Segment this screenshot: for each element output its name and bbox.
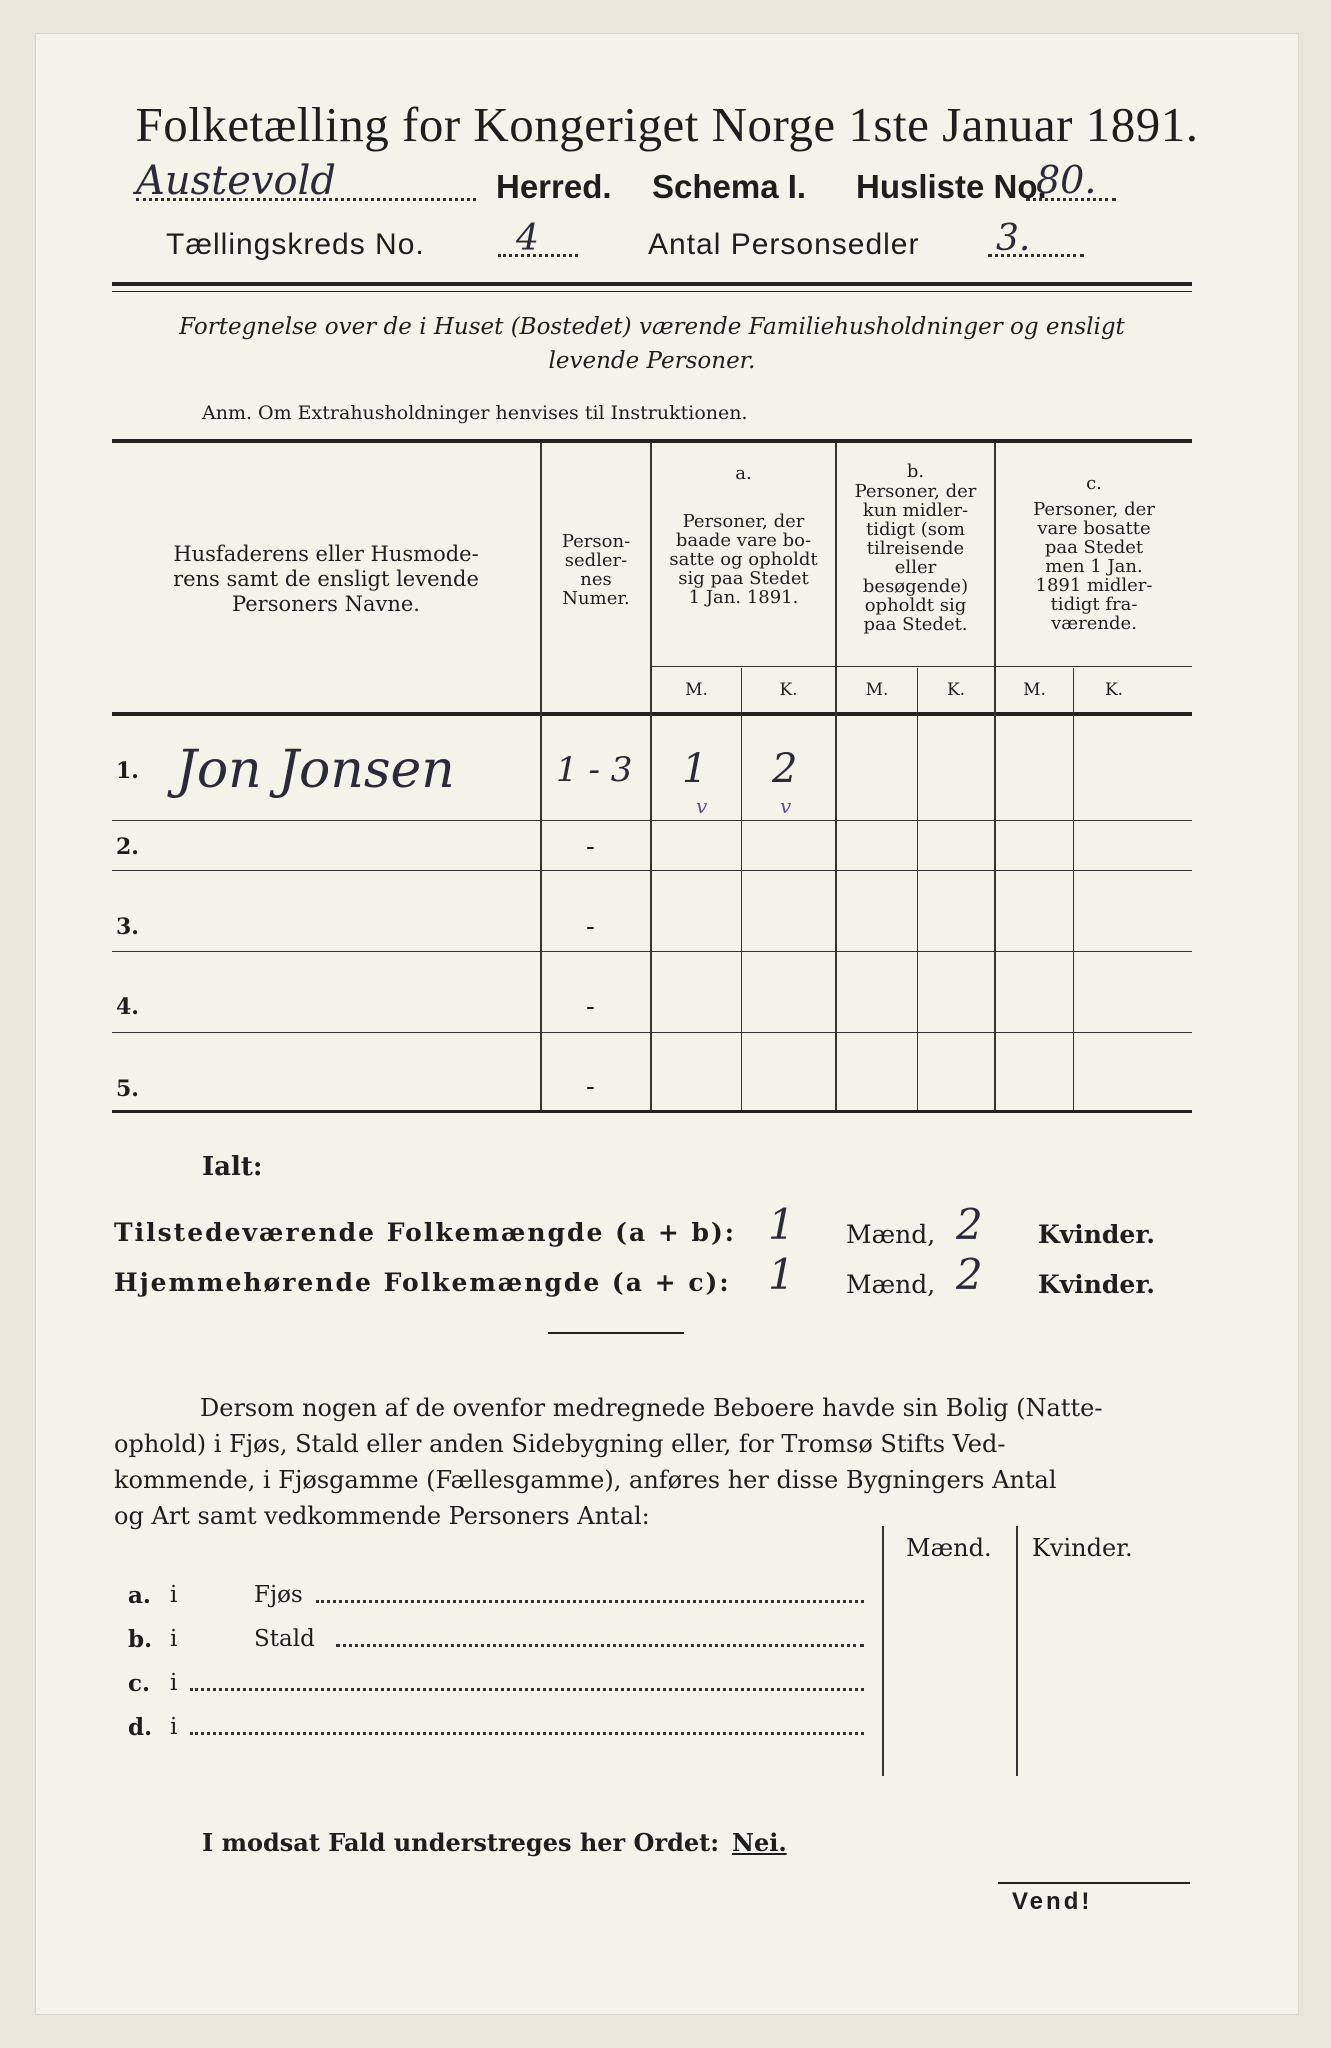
tilstede-kvinder: Kvinder. bbox=[1038, 1220, 1155, 1249]
lower-paragraph bbox=[114, 1390, 1194, 1534]
a-k-head: K. bbox=[779, 680, 798, 700]
row-4-rule bbox=[112, 1032, 1192, 1033]
table-head-rule bbox=[112, 712, 1192, 716]
row-1-sedler: 1 - 3 bbox=[556, 750, 633, 790]
col-b-letter: b. bbox=[906, 461, 925, 482]
herred-label: Herred. bbox=[496, 168, 612, 205]
col-head-a-l4: sig paa Stedet bbox=[678, 568, 809, 589]
tilstede-maend: Mænd, bbox=[846, 1220, 936, 1249]
census-form bbox=[36, 34, 1298, 2014]
row-1-a-k: 2 bbox=[772, 746, 798, 792]
col-head-b-l3: tidigt (som bbox=[866, 519, 965, 540]
item-d-i: i bbox=[170, 1714, 178, 1740]
husliste-label: Husliste No. bbox=[856, 168, 1047, 205]
antal-dots bbox=[988, 254, 1084, 257]
c-m-head: M. bbox=[1023, 680, 1046, 700]
modsat-label: I modsat Fald understreges her Ordet: bbox=[202, 1828, 720, 1857]
row-4-num: 4. bbox=[116, 994, 139, 1020]
herred-value: Austevold bbox=[136, 158, 336, 204]
item-d-letter: d. bbox=[128, 1714, 153, 1741]
col-head-sedler-l3: nes bbox=[580, 569, 612, 590]
col-head-b-l5: eller bbox=[894, 557, 937, 578]
ialt-label: Ialt: bbox=[202, 1152, 263, 1182]
col-head-sedler-l1: Person- bbox=[561, 531, 631, 552]
mk-subhead-rule bbox=[650, 666, 1192, 667]
herred-dots bbox=[136, 198, 476, 201]
col-head-a-l5: 1 Jan. 1891. bbox=[688, 587, 799, 608]
hjemme-k: 2 bbox=[956, 1250, 983, 1299]
hjemme-kvinder: Kvinder. bbox=[1038, 1270, 1155, 1299]
row-1-check-k: v bbox=[780, 794, 792, 818]
col-head-c-l1: Personer, der bbox=[1033, 499, 1155, 520]
col-head-a bbox=[652, 512, 835, 607]
hjemme-m: 1 bbox=[768, 1250, 795, 1299]
item-a-i: i bbox=[170, 1582, 178, 1608]
intro-line-2: levende Personer. bbox=[548, 348, 756, 374]
b-k-head: K. bbox=[946, 680, 966, 700]
col-sep-a-mk bbox=[741, 668, 742, 1110]
kreds-label: Tællingskreds No. bbox=[166, 228, 425, 261]
row-5-sedler: - bbox=[586, 1072, 595, 1102]
lower-para-l1: Dersom nogen af de ovenfor medregnede Beboere havde sin Bolig (Natte- bbox=[200, 1394, 1103, 1422]
col-c-letter: c. bbox=[1086, 473, 1102, 494]
header-rule-bottom bbox=[112, 291, 1192, 292]
item-c-letter: c. bbox=[128, 1670, 151, 1697]
col-head-c-l4: men 1 Jan. bbox=[1045, 556, 1143, 577]
row-3-num: 3. bbox=[116, 914, 139, 940]
lower-kvinder-head: Kvinder. bbox=[1032, 1534, 1133, 1562]
c-k-head: K. bbox=[1104, 680, 1124, 700]
row-3-sedler: - bbox=[586, 912, 595, 942]
col-head-names-l2: rens samt de ensligt levende bbox=[173, 567, 479, 591]
item-b-letter: b. bbox=[128, 1626, 153, 1653]
col-head-b-l4: tilreisende bbox=[866, 538, 965, 559]
item-a-letter: a. bbox=[128, 1582, 151, 1609]
row-2-sedler: - bbox=[586, 832, 595, 862]
hjemme-label: Hjemmehørende Folkemængde (a + c): bbox=[114, 1268, 731, 1297]
col-head-c-l2: vare bosatte bbox=[1037, 518, 1151, 539]
vend-rule bbox=[998, 1882, 1190, 1884]
husliste-value: 80. bbox=[1036, 158, 1097, 202]
row-5-num: 5. bbox=[116, 1076, 139, 1102]
item-c-dots bbox=[190, 1688, 864, 1691]
col-head-c-l7: værende. bbox=[1051, 613, 1137, 634]
intro-line-1: Fortegnelse over de i Huset (Bostedet) værende Familiehusholdninger og ensligt bbox=[179, 314, 1125, 340]
b-m-head: M. bbox=[865, 680, 889, 700]
item-b-dots bbox=[336, 1644, 864, 1647]
vend-label: Vend! bbox=[1012, 1888, 1093, 1915]
col-head-b-l7: opholdt sig bbox=[864, 595, 967, 616]
col-head-b bbox=[837, 482, 994, 634]
item-b-label: Stald bbox=[254, 1626, 315, 1652]
table-bottom-rule bbox=[112, 1110, 1192, 1113]
tilstede-k: 2 bbox=[956, 1200, 983, 1249]
lower-para-l2: ophold) i Fjøs, Stald eller anden Sidebygning eller, for Tromsø Stifts Ved- bbox=[114, 1430, 1006, 1458]
row-1-check-m: v bbox=[696, 794, 708, 818]
lower-col-sep-2 bbox=[1016, 1526, 1018, 1776]
col-head-names-l3: Personers Navne. bbox=[232, 592, 420, 616]
col-head-a-l3: satte og opholdt bbox=[669, 549, 818, 570]
col-head-a-l1: Personer, der bbox=[682, 511, 805, 532]
tilstede-m: 1 bbox=[768, 1200, 795, 1249]
form-title: Folketælling for Kongeriget Norge 1ste Januar 1891. bbox=[135, 97, 1199, 152]
col-head-names bbox=[126, 542, 526, 617]
item-d-dots bbox=[190, 1732, 864, 1735]
row-1-name: Jon Jonsen bbox=[176, 740, 455, 800]
col-head-c bbox=[996, 500, 1192, 633]
antal-value: 3. bbox=[996, 218, 1031, 259]
antal-label: Antal Personsedler bbox=[648, 228, 920, 261]
item-b-i: i bbox=[170, 1626, 178, 1652]
col-head-sedler bbox=[542, 532, 650, 608]
col-head-a-l2: baade vare bo- bbox=[675, 530, 812, 551]
header-rule-top bbox=[112, 282, 1192, 286]
lower-maend-head: Mænd. bbox=[906, 1534, 992, 1562]
row-1-num: 1. bbox=[116, 758, 139, 784]
col-head-b-l8: paa Stedet. bbox=[863, 614, 968, 635]
col-head-b-l2: kun midler- bbox=[862, 500, 969, 521]
schema-label: Schema I. bbox=[652, 168, 807, 205]
row-2-num: 2. bbox=[116, 834, 139, 860]
col-head-sedler-l4: Numer. bbox=[562, 588, 630, 609]
row-4-sedler: - bbox=[586, 992, 595, 1022]
item-c-i: i bbox=[170, 1670, 178, 1696]
col-sep-b-mk bbox=[917, 668, 918, 1110]
anm-note: Anm. Om Extrahusholdninger henvises til Instruktionen. bbox=[202, 402, 748, 424]
husliste-dots bbox=[1026, 198, 1116, 201]
table-top-rule bbox=[112, 439, 1192, 443]
row-2-rule bbox=[112, 870, 1192, 871]
lower-col-sep-1 bbox=[882, 1526, 884, 1776]
col-head-sedler-l2: sedler- bbox=[564, 550, 628, 571]
col-head-c-l5: 1891 midler- bbox=[1035, 575, 1153, 596]
kreds-value: 4 bbox=[516, 218, 539, 259]
col-head-names-l1: Husfaderens eller Husmode- bbox=[173, 542, 479, 566]
kreds-dots bbox=[498, 254, 578, 257]
a-m-head: M. bbox=[685, 680, 708, 700]
row-3-rule bbox=[112, 951, 1192, 952]
col-head-b-l6: besøgende) bbox=[862, 576, 969, 597]
tilstede-label: Tilstedeværende Folkemængde (a + b): bbox=[114, 1218, 737, 1247]
item-a-dots bbox=[316, 1600, 864, 1603]
separator-rule bbox=[548, 1332, 684, 1334]
nei-word: Nei. bbox=[732, 1828, 787, 1857]
item-a-label: Fjøs bbox=[254, 1582, 303, 1608]
col-head-c-l6: tidigt fra- bbox=[1050, 594, 1138, 615]
lower-para-l3: kommende, i Fjøsgamme (Fællesgamme), anføres her disse Bygningers Antal bbox=[114, 1466, 1057, 1494]
col-head-c-l3: paa Stedet bbox=[1044, 537, 1144, 558]
hjemme-maend: Mænd, bbox=[846, 1270, 936, 1299]
row-1-rule bbox=[112, 820, 1192, 821]
row-1-a-m: 1 bbox=[682, 746, 708, 792]
col-sep-c-mk bbox=[1073, 668, 1074, 1110]
lower-para-l4: og Art samt vedkommende Personers Antal: bbox=[114, 1502, 650, 1530]
col-head-b-l1: Personer, der bbox=[854, 481, 977, 502]
col-a-letter: a. bbox=[735, 463, 752, 484]
